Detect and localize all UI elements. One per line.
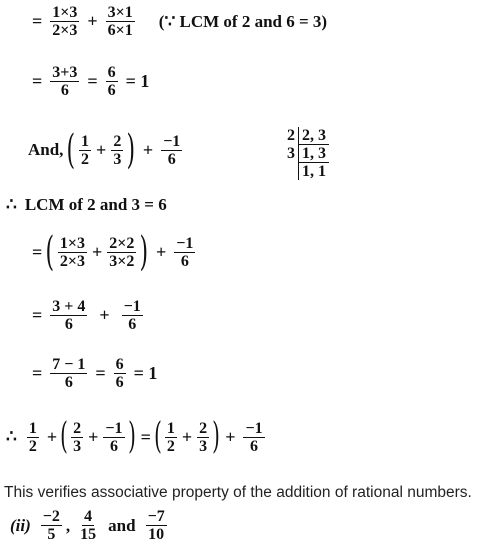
fraction: $\frac{6}{6}$ xyxy=(115,356,124,391)
fraction: $\frac{3\times 1}{6\times 1}$ xyxy=(107,4,133,39)
fraction: $\frac{2\times 2}{3\times 2}$ xyxy=(109,234,135,270)
and-word: and xyxy=(108,515,136,535)
equation-line-7 xyxy=(28,356,161,391)
plus-sign: + xyxy=(225,426,236,447)
equation-line-5 xyxy=(28,229,199,275)
fraction: $\frac{2}{3}$ xyxy=(199,419,208,455)
fraction: $\frac{7 - 1}{6}$ xyxy=(52,356,86,391)
division-row: 3 1, 3 xyxy=(284,145,329,163)
fraction: $\frac{4}{15}$ xyxy=(80,508,97,543)
fraction: $\frac{3 + 4}{6}$ xyxy=(52,298,86,333)
open-paren: ( xyxy=(60,416,68,457)
division-row: 2 2, 3 xyxy=(284,127,329,145)
equation-line-3 xyxy=(28,127,186,173)
lcm-note: (∵ LCM of 2 and 6 = 3) xyxy=(158,11,328,31)
fraction: $\frac{-7}{10}$ xyxy=(147,508,165,543)
fraction: $\frac{6}{6}$ xyxy=(107,64,116,99)
equals-sign: = xyxy=(95,363,106,383)
fraction: $\frac{3+3}{6}$ xyxy=(52,64,78,99)
plus-sign: + xyxy=(88,426,99,447)
equation-line-8 xyxy=(6,416,269,457)
lcm-division-table xyxy=(284,127,329,180)
fraction: $\frac{-2}{5}$ xyxy=(42,508,60,543)
therefore-symbol: ∴ xyxy=(6,427,17,446)
fraction: $\frac{1}{2}$ xyxy=(166,419,175,455)
equals-sign: = xyxy=(32,305,43,325)
fraction: $\frac{-1}{6}$ xyxy=(163,132,181,168)
plus-sign: + xyxy=(99,305,110,325)
and-label: And, xyxy=(28,140,64,159)
close-paren: ) xyxy=(139,229,149,275)
comma: , xyxy=(65,515,71,535)
close-paren: ) xyxy=(212,416,221,457)
close-paren: ) xyxy=(127,416,136,457)
part-ii-line xyxy=(10,508,171,543)
part-label: (ii) xyxy=(10,515,31,535)
equals-sign: = xyxy=(32,71,43,91)
fraction: $\frac{1}{2}$ xyxy=(81,132,90,168)
fraction: $\frac{2}{3}$ xyxy=(73,419,82,455)
open-paren: ( xyxy=(66,127,76,173)
plus-sign: + xyxy=(142,139,154,160)
plus-sign: + xyxy=(156,241,167,262)
plus-sign: + xyxy=(96,139,107,160)
open-paren: ( xyxy=(154,416,162,457)
result: = 1 xyxy=(125,71,150,91)
fraction: $\frac{-1}{6}$ xyxy=(245,419,263,455)
result: = 1 xyxy=(133,363,158,383)
division-row: 1, 1 xyxy=(284,163,329,181)
plus-sign: + xyxy=(181,426,193,447)
fraction: $\frac{-1}{6}$ xyxy=(176,234,194,270)
equals-sign: = xyxy=(140,426,151,447)
fraction: $\frac{1\times 3}{2\times 3}$ xyxy=(59,234,85,270)
plus-sign: + xyxy=(46,426,58,447)
equals-sign: = xyxy=(32,241,43,262)
plus-sign: + xyxy=(87,11,98,31)
equals-sign: = xyxy=(32,11,43,31)
equation-line-6 xyxy=(28,298,147,333)
conclusion-text: This verifies associative property of the addition of rational numbers. xyxy=(4,484,472,501)
close-paren: ) xyxy=(126,127,136,173)
lcm-statement xyxy=(6,195,167,215)
equals-sign: = xyxy=(87,71,98,91)
fraction: $\frac{-1}{6}$ xyxy=(123,298,141,333)
fraction: $\frac{1}{2}$ xyxy=(28,419,37,455)
fraction: $\frac{1\times 3}{2\times 3}$ xyxy=(52,4,78,39)
therefore-symbol: ∴ xyxy=(6,195,17,214)
fraction: $\frac{-1}{6}$ xyxy=(105,419,123,455)
equation-line-1 xyxy=(28,4,327,39)
equation-line-2 xyxy=(28,64,153,99)
plus-sign: + xyxy=(92,241,103,262)
lcm-text: LCM of 2 and 3 = 6 xyxy=(24,195,167,214)
fraction: $\frac{2}{3}$ xyxy=(113,132,122,168)
equals-sign: = xyxy=(32,363,43,383)
open-paren: ( xyxy=(45,229,55,275)
